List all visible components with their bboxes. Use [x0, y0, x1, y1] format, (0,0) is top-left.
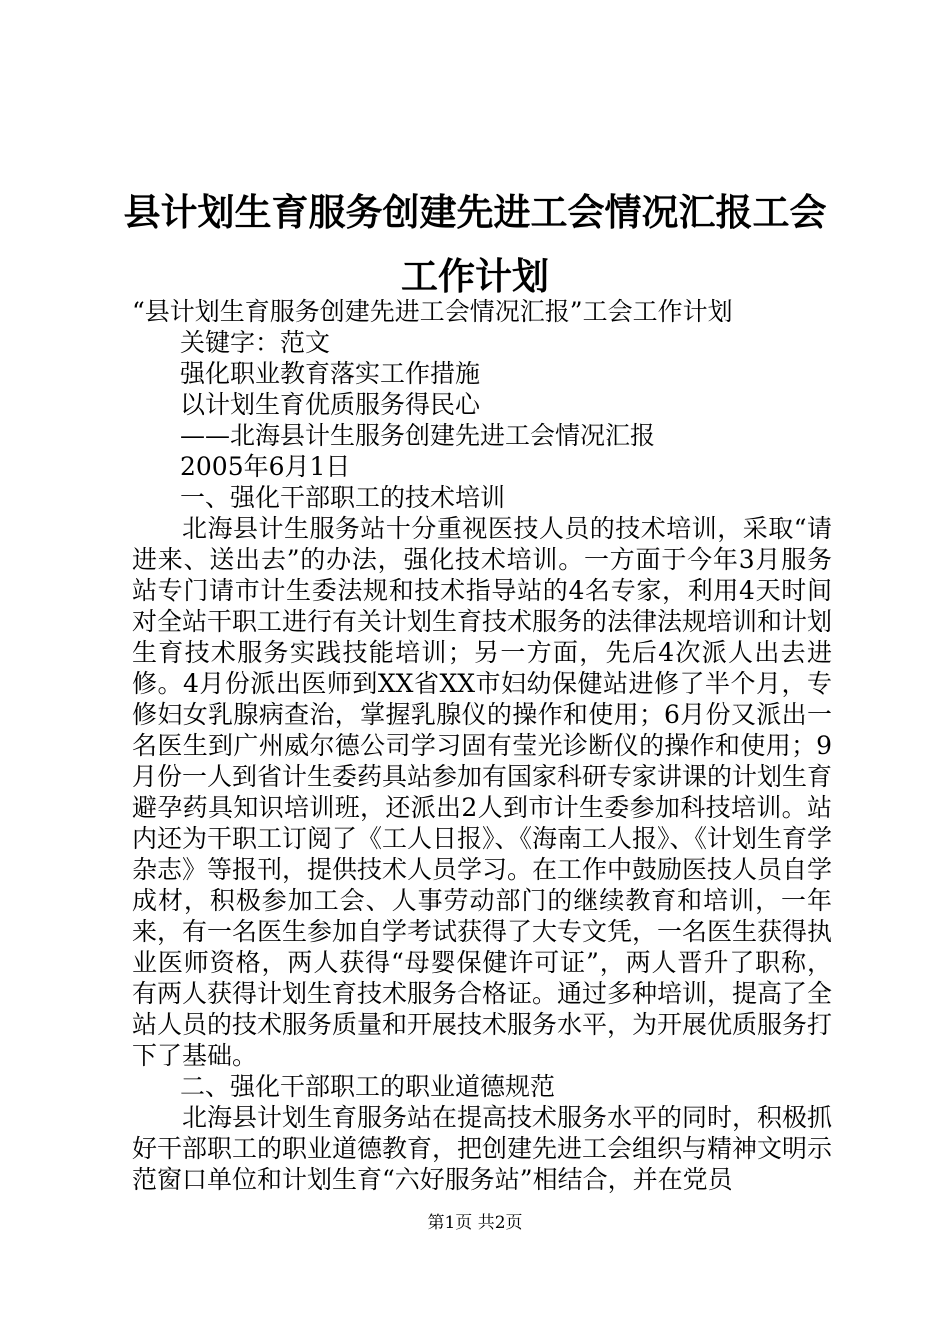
slogan-line-1: 强化职业教育落实工作措施 [180, 359, 481, 388]
report-subtitle: ——北海县计生服务创建先进工会情况汇报 [180, 421, 656, 450]
page-footer: 第1页 共2页 [427, 1213, 523, 1233]
document-title: 县计划生育服务创建先进工会情况汇报工会工作计划 [123, 190, 827, 298]
report-date: 2005年6月1日 [180, 452, 351, 481]
slogan-line-2: 以计划生育优质服务得民心 [180, 390, 481, 419]
subtitle-line: “县计划生育服务创建先进工会情况汇报”工会工作计划 [132, 297, 733, 326]
paragraph-2: 北海县计划生育服务站在提高技术服务水平的同时，积极抓好干部职工的职业道德教育，把创建先进工会组织与精神文明示范窗口单位和计划生育“六好服务站”相结合，并在党员 [132, 1103, 833, 1194]
keywords-line: 关键字：范文 [180, 328, 331, 357]
document-body [132, 296, 832, 1195]
section-heading-1: 一、强化干部职工的技术培训 [180, 483, 506, 512]
paragraph-1: 北海县计生服务站十分重视医技人员的技术培训，采取“请进来、送出去”的办法，强化技术培训。一方面于今年3月服务站专门请市计生委法规和技术指导站的4名专家，利用4天时间对全站干职工进行有关计划生育技术服务的法律法规培训和计划生育技术服务实践技能培训；另一方面，先后4次派人出去进修。4月份派出医师到XX省XX市妇幼保健站进修了半个月，专修妇女乳腺病查治，掌握乳腺仪的操作和使用；6月份又派出一名医生到广州威尔德公司学习固有莹光诊断仪的操作和使用；9月份一人到省计生委药具站参加有国家科研专家讲课的计划生育避孕药具知识培训班，还派出2人到市计生委参加科技培训。站内还为干职工订阅了《工人日报》、《海南工人报》、《计划生育学杂志》等报刊，提供技术人员学习。在工作中鼓励医技人员自学成材，积极参加工会、人事劳动部门的继续教育和培训，一年来，有一名医生参加自学考试获得了大专文凭，一名医生获得执业医师资格，两人获得“母婴保健许可证”，两人晋升了职称，有两人获得计划生育技术服务合格证。通过多种培训，提高了全站人员的技术服务质量和开展技术服务水平，为开展优质服务打下了基础。 [132, 514, 833, 1070]
section-heading-2: 二、强化干部职工的职业道德规范 [180, 1072, 556, 1101]
